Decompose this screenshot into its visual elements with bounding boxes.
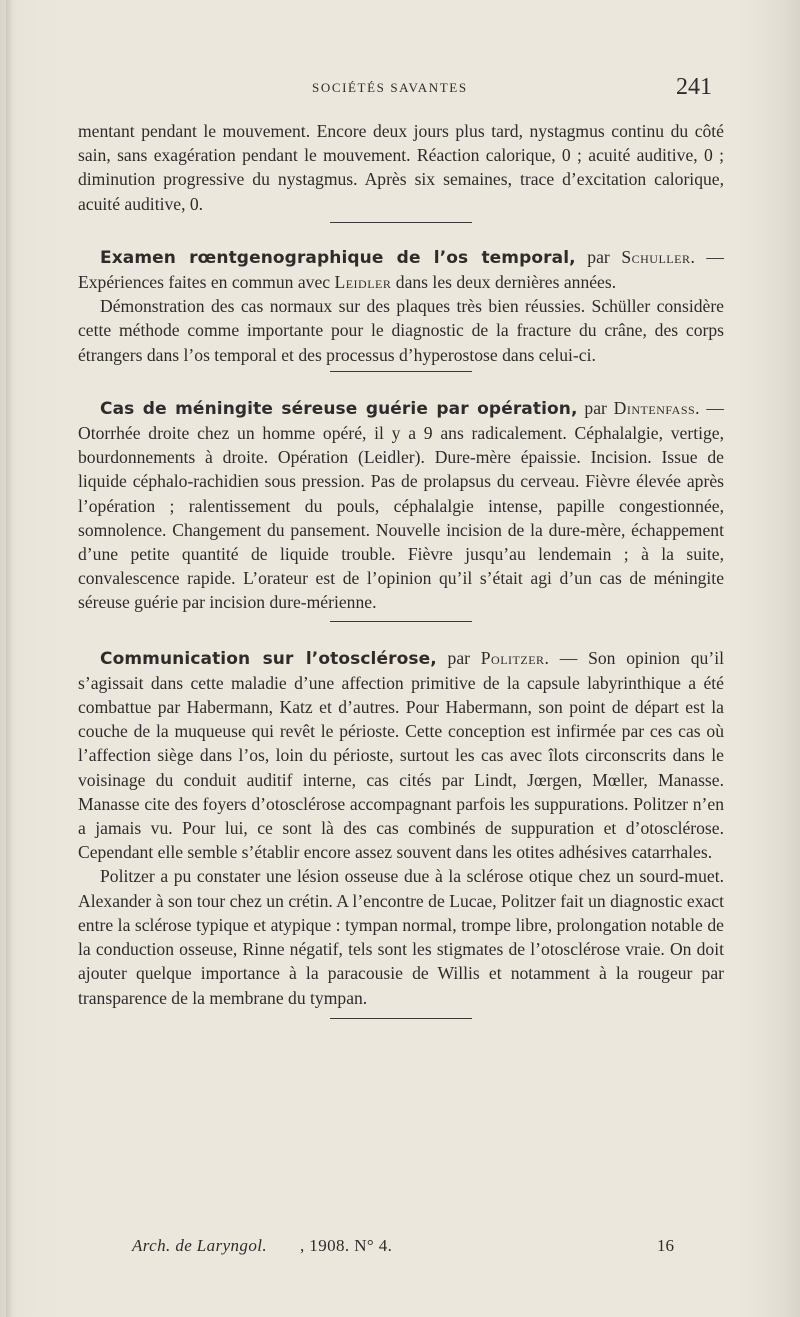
footer bbox=[0, 1236, 800, 1262]
section-roentgen-title: Examen rœntgenographique de l’os temporal, bbox=[100, 247, 576, 268]
journal-title: Arch. de Laryngol. bbox=[132, 1236, 267, 1255]
journal-issue: , 1908. N° 4. bbox=[300, 1236, 393, 1255]
intro-paragraph: mentant pendant le mouvement. Encore deux jours plus tard, nystagmus continu du côté sain, sans exagération pendant le mouvement. Réaction calorique, 0 ; acuité auditive, 0 ; diminution progressive du nystagmus. Après six semaines, trace d’excitation calorique, acuité auditive, 0. bbox=[78, 121, 724, 214]
section-divider bbox=[330, 371, 472, 372]
section-meningite-paragraph: Cas de méningite séreuse guérie par opération, par Dintenfass. — Otorrhée droite chez un homme opéré, il y a 9 ans radicalement. Céphalalgie, vertige, bourdonnements à droite. Opération (Leidler). Dure-mère épaissie. Incision. Issue de liquide céphalo-rachidien sous pression. Pas de prolapsus du cerveau. Fièvre élevée après l’opération ; ralentissement du pouls, céphalalgie intense, papille congestionnée, somnolence. Changement du pansement. Nouvelle incision de la dure-mère, échappement d’une petite quantité de liquide trouble. Fièvre jusqu’au lendemain ; à la suite, convalescence rapide. L’orateur est de l’opinion qu’il s’était agi d’un cas de méningite séreuse guérie par incision dure-mérienne. bbox=[78, 397, 724, 613]
page-number: 241 bbox=[676, 74, 712, 100]
text-column bbox=[78, 119, 724, 1039]
running-title: SOCIÉTÉS SAVANTES bbox=[312, 80, 468, 95]
author-name: Dintenfass bbox=[613, 397, 696, 418]
section-otosclerose-paragraph-2: Politzer a pu constater une lésion osseuse due à la sclérose otique chez un sourd-muet. Alexander à son tour chez un crétin. A l’encontre de Lucae, Politzer fait un diagnostic exact entre la sclérose typique et atypique : tympan normal, trompe libre, prolongation notable de la conduction osseuse, Rinne négatif, tels sont les stigmates de l’otosclérose vraie. On doit ajouter quelque importance à la paracousie de Willis et notamment à la rougeur par transparence de la membrane du tympan. bbox=[78, 866, 724, 1008]
author-name: Schuller bbox=[621, 246, 691, 267]
section-roentgen-paragraph: Examen rœntgenographique de l’os temporal, par Schuller. — Expériences faites en commun avec Leidler dans les deux dernières années. bbox=[78, 246, 725, 293]
running-head bbox=[0, 74, 800, 102]
section-meningite-title: Cas de méningite séreuse guérie par opération, bbox=[100, 398, 578, 419]
section-divider bbox=[330, 621, 472, 622]
section-divider bbox=[330, 222, 472, 223]
section-otosclerose-paragraph: Communication sur l’otosclérose, par Politzer. — Son opinion qu’il s’agissait dans cette maladie d’une affection primitive de la capsule labyrinthique a été combattue par Habermann, Katz et d’autres. Pour Habermann, son point de départ est la couche de la muqueuse qui revêt le périoste. Cette conception est infirmée par ces cas où l’affection siège dans l’os, loin du périoste, surtout les cas avec îlots circonscrits dans le voisinage du conduit auditif interne, cas cités par Lindt, Jœrgen, Mœller, Manasse. Manasse cite des foyers d’otosclérose accompagnant parfois les suppurations. Politzer n’en a jamais vu. Pour lui, ce sont là des cas combinés de suppuration et d’otosclérose. Cependant elle semble s’établir encore assez souvent dans les otites adhésives catarrhales. bbox=[78, 647, 724, 863]
section-otosclerose-title: Communication sur l’otosclérose, bbox=[100, 648, 437, 669]
section-divider bbox=[330, 1018, 472, 1019]
author-name: Politzer bbox=[480, 647, 545, 668]
coauthor-name: Leidler bbox=[334, 272, 392, 293]
signature-mark: 16 bbox=[657, 1236, 674, 1255]
section-roentgen-paragraph-2: Démonstration des cas normaux sur des plaques très bien réussies. Schüller considère cette méthode comme importante pour le diagnostic de la fracture du crâne, des corps étrangers dans l’os temporal et des processus d’hyperostose dans celui-ci. bbox=[78, 296, 724, 365]
binding-shadow bbox=[6, 0, 12, 1317]
